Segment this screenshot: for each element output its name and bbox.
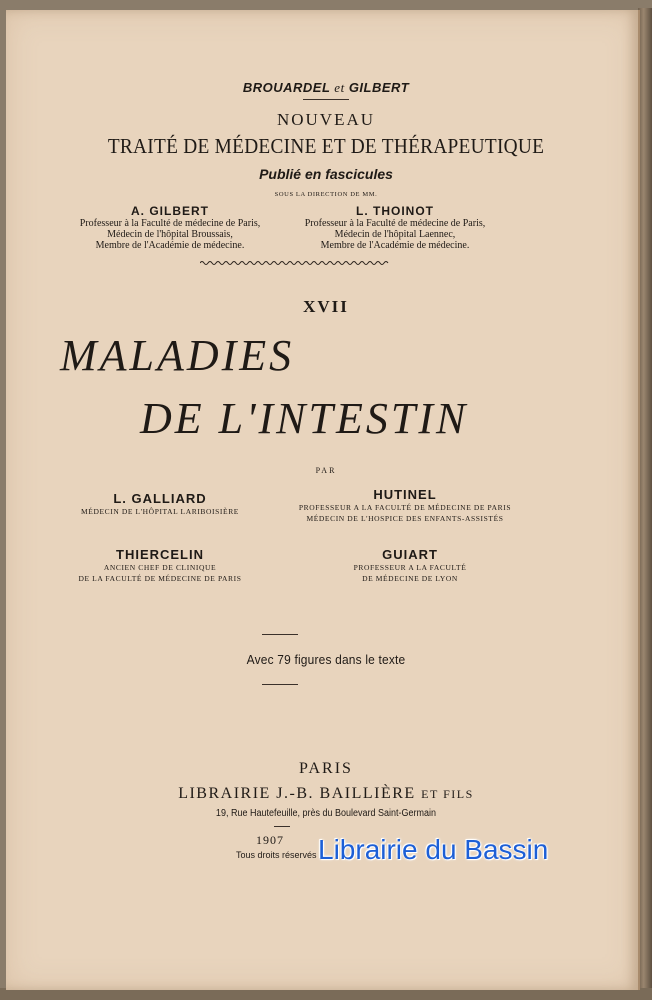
director-line: Membre de l'Académie de médecine.: [95, 240, 245, 251]
publication-year: 1907: [256, 833, 284, 847]
book-title-line1: MALADIES: [60, 331, 295, 380]
director-name: L. THOINOT: [356, 204, 434, 218]
contributor-affiliation: ANCIEN CHEF DE CLINIQUE: [103, 563, 217, 572]
director-line: Professeur à la Faculté de médecine de Paris,: [79, 218, 261, 229]
contributor-name: GUIART: [382, 547, 438, 562]
publisher-name: [0, 785, 652, 803]
direction-label: SOUS LA DIRECTION DE MM.: [274, 191, 378, 198]
volume-number: XVII: [303, 297, 349, 316]
publisher-city: PARIS: [299, 760, 353, 777]
director-name: A. GILBERT: [131, 204, 209, 218]
rights-notice: Tous droits réservés: [236, 850, 317, 860]
director-line: Médecin de l'hôpital Laennec,: [334, 229, 456, 240]
contributor-affiliation: PROFESSEUR A LA FACULTÉ: [353, 563, 467, 572]
contributor-hutinel: [280, 487, 530, 524]
wavy-divider: [200, 260, 390, 266]
contributor-name: THIERCELIN: [116, 547, 204, 562]
contributor-affiliation: PROFESSEUR A LA FACULTÉ DE MÉDECINE DE PARIS: [298, 503, 512, 512]
seller-watermark: Librairie du Bassin: [318, 834, 549, 865]
author-brouardel: BROUARDEL: [242, 80, 331, 95]
contributor-name: L. GALLIARD: [113, 491, 207, 506]
publisher-name-suffix: ET FILS: [421, 787, 474, 801]
divider-rule: [262, 684, 298, 685]
publisher-name-main: LIBRAIRIE J.-B. BAILLIÈRE: [178, 785, 416, 802]
contributor-galliard: [60, 491, 260, 517]
contributor-affiliation: DE MÉDECINE DE LYON: [362, 574, 458, 583]
director-line: Médecin de l'hôpital Broussais,: [107, 229, 233, 240]
contributor-thiercelin: [60, 547, 260, 584]
director-gilbert: [60, 204, 280, 251]
series-subtitle: Publié en fascicules: [259, 166, 393, 182]
director-thoinot: [290, 204, 500, 251]
author-et: et: [334, 80, 345, 95]
divider-rule: [303, 99, 349, 100]
par-label: PAR: [315, 466, 337, 475]
divider-rule: [274, 826, 290, 827]
figures-note: Avec 79 figures dans le texte: [246, 652, 406, 667]
series-title-line2: TRAITÉ DE MÉDECINE ET DE THÉRAPEUTIQUE: [107, 134, 545, 158]
divider-rule: [262, 634, 298, 635]
contributor-affiliation: DE LA FACULTÉ DE MÉDECINE DE PARIS: [78, 574, 242, 583]
book-title-line2: DE L'INTESTIN: [140, 394, 469, 443]
director-line: Membre de l'Académie de médecine.: [320, 240, 470, 251]
contributor-name: HUTINEL: [373, 487, 437, 502]
book-spine-edge: [638, 8, 652, 998]
contributor-affiliation: MÉDECIN DE L'HÔPITAL LARIBOISIÈRE: [81, 507, 239, 516]
publisher-address: 19, Rue Hautefeuille, près du Boulevard Saint-Germain: [215, 808, 437, 819]
series-title-line1: NOUVEAU: [276, 110, 376, 129]
contributor-affiliation: MÉDECIN DE L'HOSPICE DES ENFANTS-ASSISTÉS: [306, 514, 504, 523]
director-line: Professeur à la Faculté de médecine de Paris,: [304, 218, 486, 229]
author-gilbert: GILBERT: [348, 80, 410, 95]
series-authors: [0, 80, 652, 96]
contributor-guiart: [300, 547, 520, 584]
